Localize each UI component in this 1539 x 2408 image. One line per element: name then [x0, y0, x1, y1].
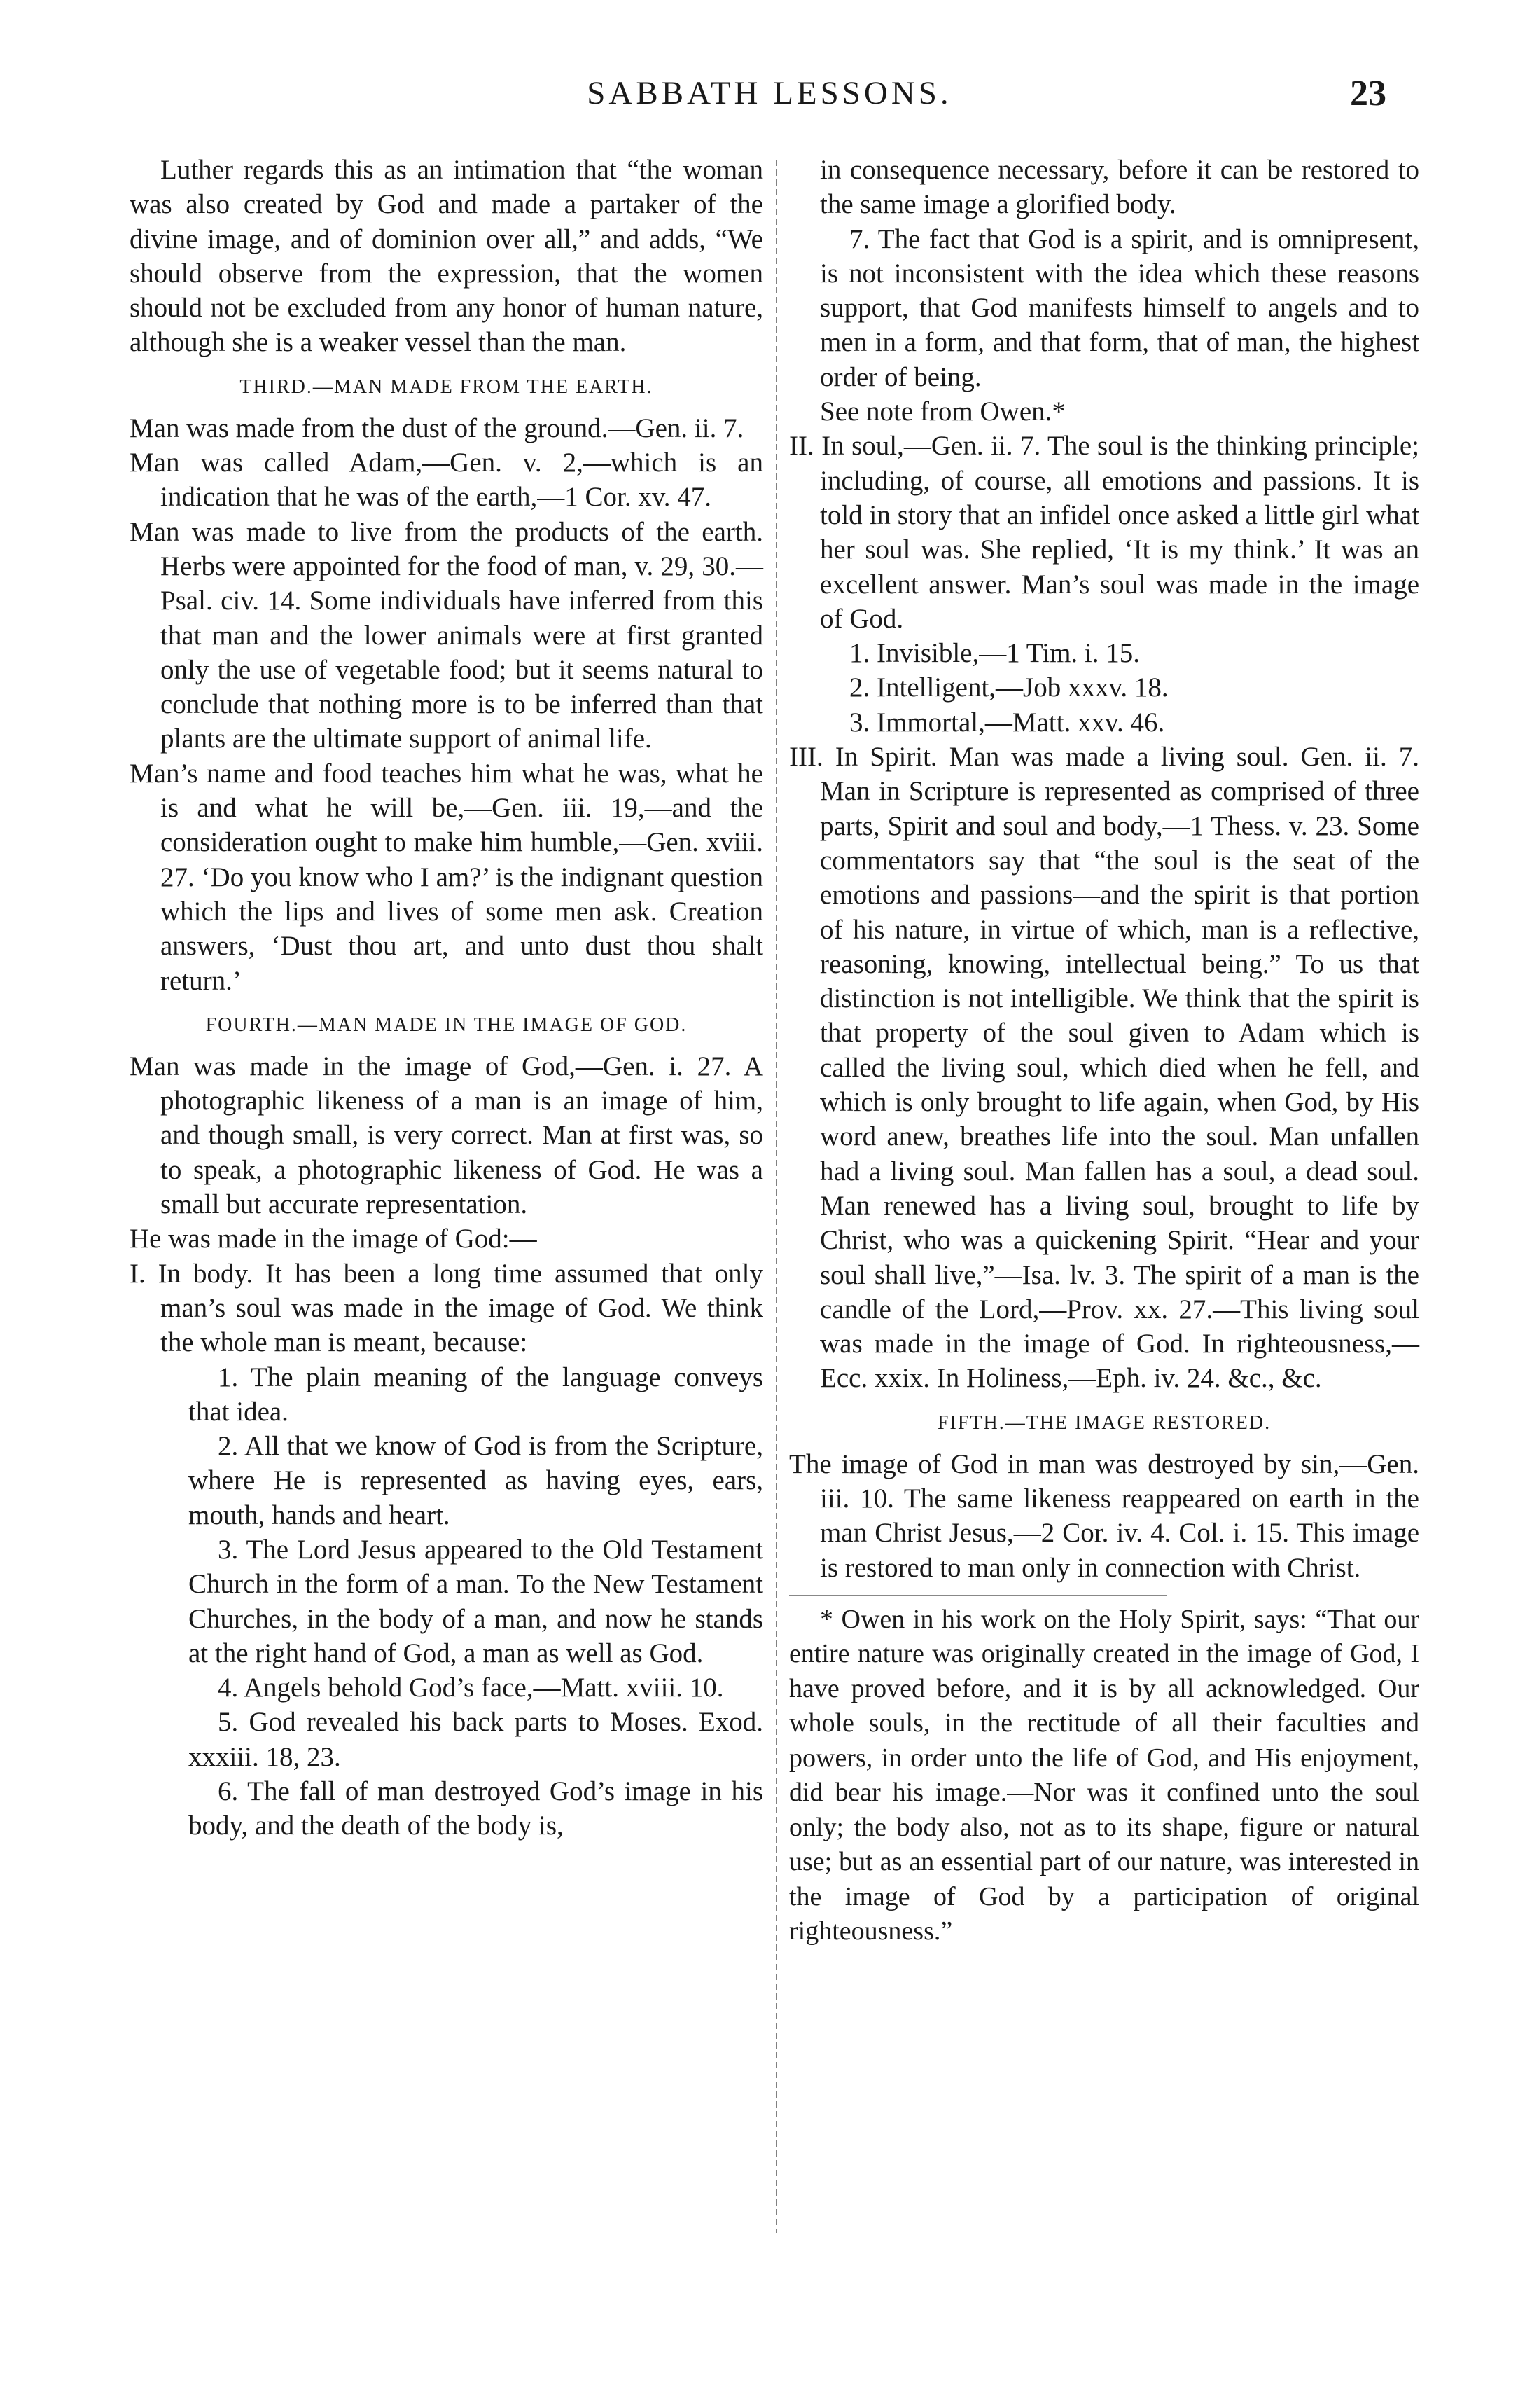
page-number: 23: [1350, 74, 1386, 113]
left-column: [130, 153, 763, 1843]
reason-2: 2. All that we know of God is from the Scripture, where He is represented as having eyes, ears, mouth, hands and heart.: [188, 1431, 763, 1530]
footnote-rule: [789, 1595, 1167, 1596]
soul-attribute-3: 3. Immortal,—Matt. xxv. 46.: [849, 707, 1165, 738]
reason-5: 5. God revealed his back parts to Moses. Exod. xxxiii. 18, 23.: [188, 1707, 763, 1772]
luther-paragraph: Luther regards this as an intimation that “the woman was also created by God and made a partaker of the divine image, and of dominion over all,” and adds, “We should observe from the expression, that the women should not be excluded from any honor of human nature, although she is a weaker vessel than the man.: [130, 155, 763, 358]
soul-attribute-1: 1. Invisible,—1 Tim. i. 15.: [849, 638, 1140, 669]
column-divider: [776, 160, 777, 2233]
see-note-line: See note from Owen.*: [820, 396, 1066, 427]
right-column: [789, 153, 1419, 1949]
reason-6: 6. The fall of man destroyed God’s image in his body, and the death of the body is,: [188, 1776, 763, 1841]
reason-4: 4. Angels behold God’s face,—Matt. xviii. 10.: [218, 1673, 724, 1703]
image-item-spirit: III. In Spirit. Man was made a living soul. Gen. ii. 7. Man in Scripture is represented as comprised of three parts, Spirit and soul and body,—1 Thess. v. 23. Some commentators say that “the soul is the seat of the emotions and passions—and the spirit is that portion of his nature, in virtue of which, man is a reflective, reasoning, knowing, intellectual being.” To us that distinction is not intelligible. We think that the spirit is that property of the soul given to Adam which is called the living soul, which died when he fell, and which is only brought to life again, when God, by His word anew, breathes life into the soul. Man unfallen had a living soul. Man fallen has a soul, a dead soul. Man renewed has a living soul, brought to life by Christ, who was a quickening Spirit. “Hear and your soul shall live,”—Isa. lv. 3. The spirit of a man is the candle of the Lord,—Prov. xx. 27.—This living soul was made in the image of God. In righteousness,—Ecc. xxix. In Holiness,—Eph. iv. 24. &c., &c.: [789, 742, 1419, 1394]
earth-item-adam: Man was called Adam,—Gen. v. 2,—which is an indication that he was of the earth,—1 Cor. xv. 47.: [130, 448, 763, 513]
section-heading-third: THIRD.—MAN MADE FROM THE EARTH.: [239, 375, 653, 398]
owen-footnote: * Owen in his work on the Holy Spirit, says: “That our entire nature was originally created in the image of God, I have proved before, and it is by all acknowledged. Our whole souls, in the rectitude of all their faculties and powers, in order unto the life of God, and His enjoyment, did bear his image.—Nor was it confined unto the soul only; the body also, not as to its shape, figure or natural use; but as an essential part of our nature, was interested in the image of God by a participation of original righteousness.”: [789, 1604, 1419, 1946]
reason-1: 1. The plain meaning of the language conveys that idea.: [188, 1362, 763, 1427]
reason-6-continued: in consequence necessary, before it can be restored to the same image a glorified body.: [820, 155, 1419, 220]
earth-item-name-food: Man’s name and food teaches him what he was, what he is and what he will be,—Gen. iii. 19,—and the consideration ought to make him humble,—Gen. xviii. 27. ‘Do you know who I am?’ is the indignant question which the lips and lives of some men ask. Creation answers, ‘Dust thou art, and unto dust thou shalt return.’: [130, 758, 763, 996]
running-head: [0, 70, 1539, 126]
running-title: SABBATH LESSONS.: [587, 75, 952, 111]
reason-7: 7. The fact that God is a spirit, and is omnipresent, is not inconsistent with the idea which these reasons support, that God manifests himself to angels and to men in a form, and that form, that of man, the highest order of being.: [820, 223, 1419, 392]
reason-3: 3. The Lord Jesus appeared to the Old Testament Church in the form of a man. To the New Testament Churches, in the body of a man, and now he stands at the right hand of God, a man as well as God.: [188, 1534, 763, 1668]
earth-item-dust: Man was made from the dust of the ground.—Gen. ii. 7.: [130, 413, 744, 443]
soul-attribute-2: 2. Intelligent,—Job xxxv. 18.: [849, 672, 1169, 703]
image-item-soul: II. In soul,—Gen. ii. 7. The soul is the thinking principle; including, of course, all emotions and passions. It is told in story that an infidel once asked a little girl what her soul was. She replied, ‘It is my think.’ It was an excellent answer. Man’s soul was made in the image of God.: [789, 431, 1419, 634]
image-item-photographic: Man was made in the image of God,—Gen. i. 27. A photographic likeness of a man is an image of him, and though small, is very correct. Man at first was, so to speak, a photographic likeness of God. He was a small but accurate representation.: [130, 1051, 763, 1220]
earth-item-products: Man was made to live from the products of the earth. Herbs were appointed for the food of man, v. 29, 30.—Psal. civ. 14. Some individuals have inferred from this that man and the lower animals were at first granted only the use of vegetable food; but it seems natural to conclude that nothing more is to be inferred than that plants are the ultimate support of animal life.: [130, 516, 763, 754]
section-heading-fifth: FIFTH.—THE IMAGE RESTORED.: [937, 1411, 1272, 1434]
image-restored-paragraph: The image of God in man was destroyed by sin,—Gen. iii. 10. The same likeness reappeared on earth in the man Christ Jesus,—2 Cor. iv. 4. Col. i. 15. This image is restored to man only in connection with Christ.: [789, 1448, 1419, 1583]
section-heading-fourth: FOURTH.—MAN MADE IN THE IMAGE OF GOD.: [205, 1013, 688, 1036]
image-item-body: I. In body. It has been a long time assumed that only man’s soul was made in the image of God. We think the whole man is meant, because:: [130, 1258, 763, 1358]
image-intro-line: He was made in the image of God:—: [130, 1224, 537, 1254]
